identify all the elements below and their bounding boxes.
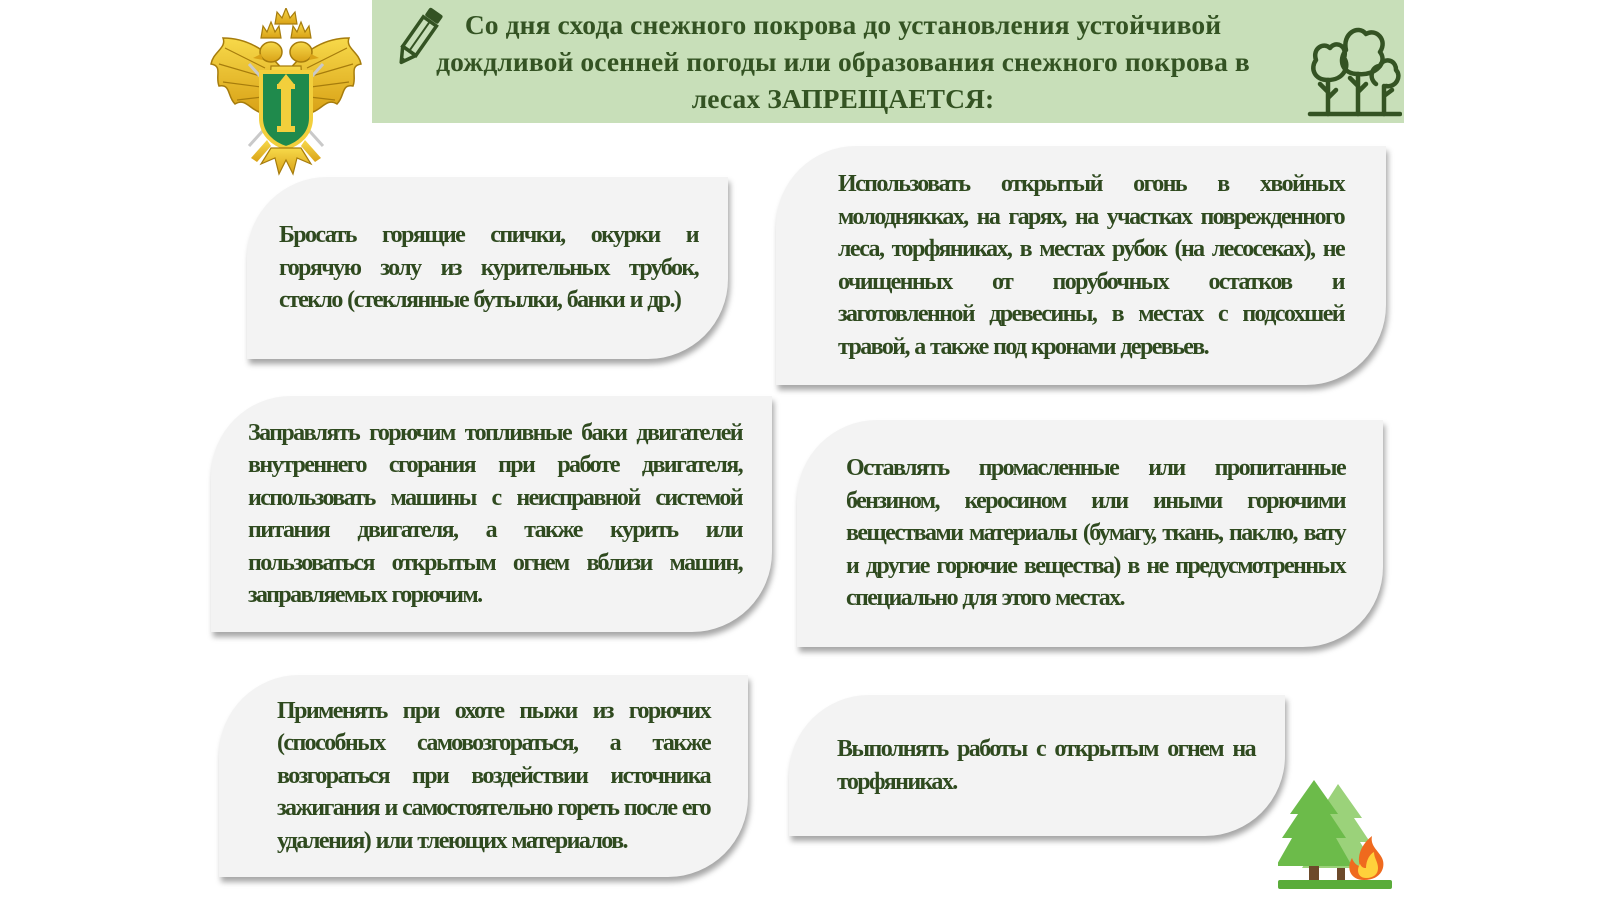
page-title: Со дня схода снежного покрова до установления устойчивой дождливой осенней погоды или образования снежного покрова в лесах ЗАПРЕЩАЕТСЯ:: [436, 9, 1250, 114]
prohibition-card: [789, 695, 1285, 836]
prohibition-text: Заправлять горючим топливные баки двигателей внутреннего сгорания при работе двигателя, использовать машины с неисправной системой питания двигателя, а также курить или пользоваться открытым огнем вблизи машин, заправляемых горючим.: [248, 419, 742, 608]
prohibition-text: Применять при охоте пыжи из горючих (способных самовозгораться, а также возгораться при воздействии источника зажигания и самостоятельно гореть после его удаления) или тлеющих материалов.: [277, 697, 710, 854]
prohibition-text: Оставлять промасленные или пропитанные бензином, керосином или иными горючими веществами материалы (бумагу, ткань, паклю, вату и другие горючие вещества) в не предусмотренных специально для этого местах.: [846, 455, 1345, 612]
prohibition-text: Бросать горящие спички, окурки и горячую золу из курительных трубок, стекло (стеклянные бутылки, банки и др.): [279, 222, 698, 314]
prohibition-card: [776, 146, 1386, 385]
header-banner: [372, 0, 1404, 123]
trees-outline-icon: [1306, 20, 1402, 120]
forest-fire-icon: [1278, 780, 1392, 892]
coat-of-arms-emblem: [205, 8, 367, 180]
prohibition-text: Использовать открытый огонь в хвойных молоднякках, на гарях, на участках поврежденного леса, торфяниках, в местах рубок (на лесосеках), не очищенных от порубочных остатков и заготовленной древесины, в местах с подсохшей травой, а также под кронами деревьев.: [838, 171, 1344, 360]
prohibition-card: [211, 396, 772, 632]
prohibition-text: Выполнять работы с открытым огнем на торфяниках.: [837, 736, 1255, 795]
prohibition-card: [797, 420, 1383, 647]
prohibition-card: [247, 177, 728, 359]
prohibition-card: [219, 675, 748, 877]
